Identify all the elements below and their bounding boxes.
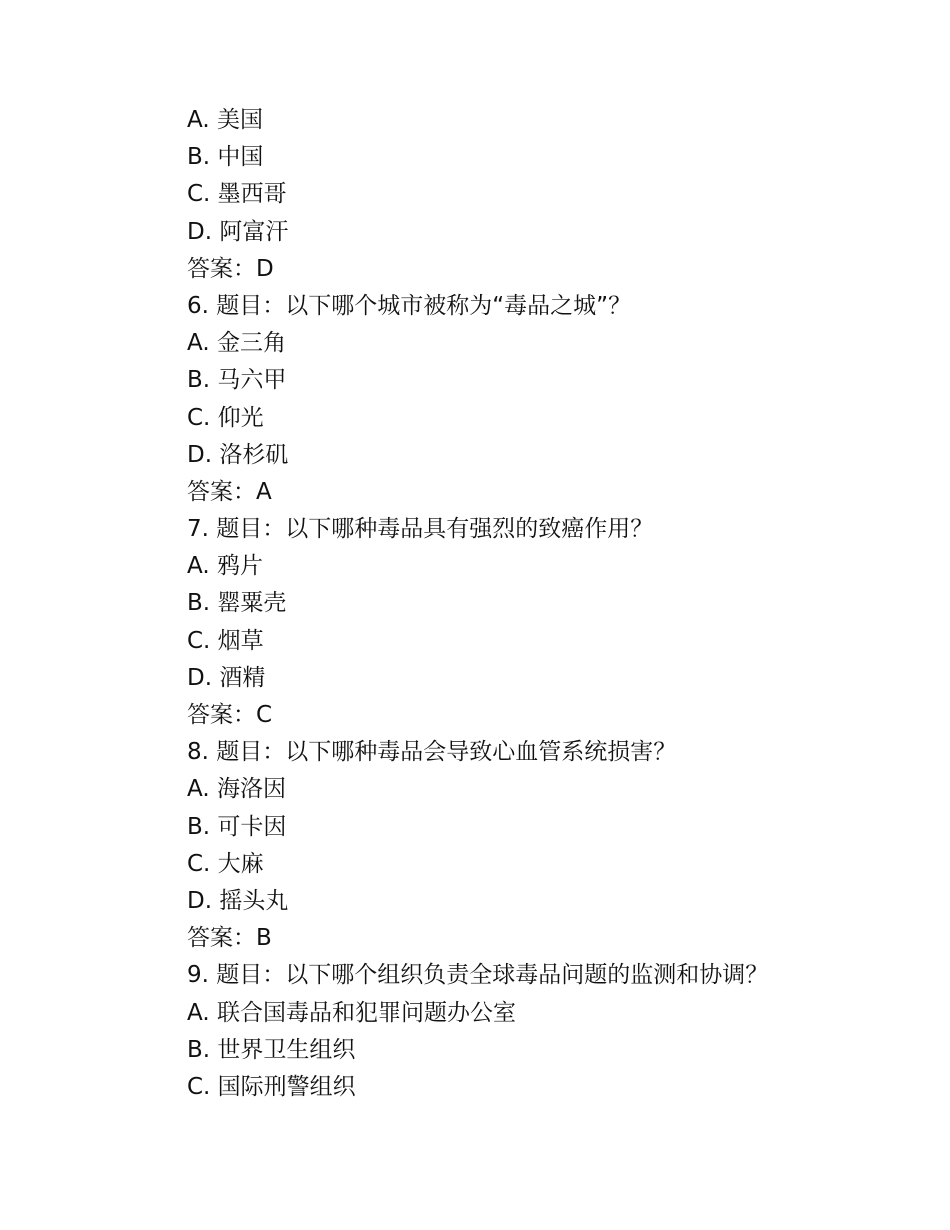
option-line: B. 罂粟壳 (187, 590, 287, 617)
answer-line: 答案：B (187, 925, 272, 952)
question-line: 7. 题目：以下哪种毒品具有强烈的致癌作用？ (187, 516, 654, 543)
question-line: 9. 题目：以下哪个组织负责全球毒品问题的监测和协调？ (187, 962, 769, 989)
option-line: D. 阿富汗 (187, 218, 289, 245)
option-line: A. 联合国毒品和犯罪问题办公室 (187, 999, 516, 1026)
option-line: C. 大麻 (187, 850, 264, 877)
option-line: C. 仰光 (187, 404, 264, 431)
option-line: C. 烟草 (187, 627, 264, 654)
option-line: B. 中国 (187, 144, 264, 171)
option-line: A. 金三角 (187, 330, 286, 357)
option-line: D. 洛杉矶 (187, 441, 289, 468)
option-line: A. 美国 (187, 107, 263, 133)
option-line: A. 鸦片 (187, 553, 263, 580)
option-line: B. 可卡因 (187, 813, 287, 840)
answer-line: 答案：D (187, 255, 274, 282)
option-line: D. 酒精 (187, 664, 266, 691)
quiz-content (187, 102, 887, 1106)
answer-line: 答案：C (187, 702, 273, 728)
option-line: B. 马六甲 (187, 367, 287, 394)
option-line: A. 海洛因 (187, 776, 286, 803)
option-line: C. 国际刑警组织 (187, 1073, 356, 1100)
question-line: 8. 题目：以下哪种毒品会导致心血管系统损害？ (187, 739, 677, 766)
option-line: B. 世界卫生组织 (187, 1036, 356, 1063)
option-line: C. 墨西哥 (187, 181, 287, 208)
answer-line: 答案：A (187, 478, 272, 505)
option-line: D. 摇头丸 (187, 887, 289, 914)
question-line: 6. 题目：以下哪个城市被称为“毒品之城”？ (187, 292, 632, 319)
